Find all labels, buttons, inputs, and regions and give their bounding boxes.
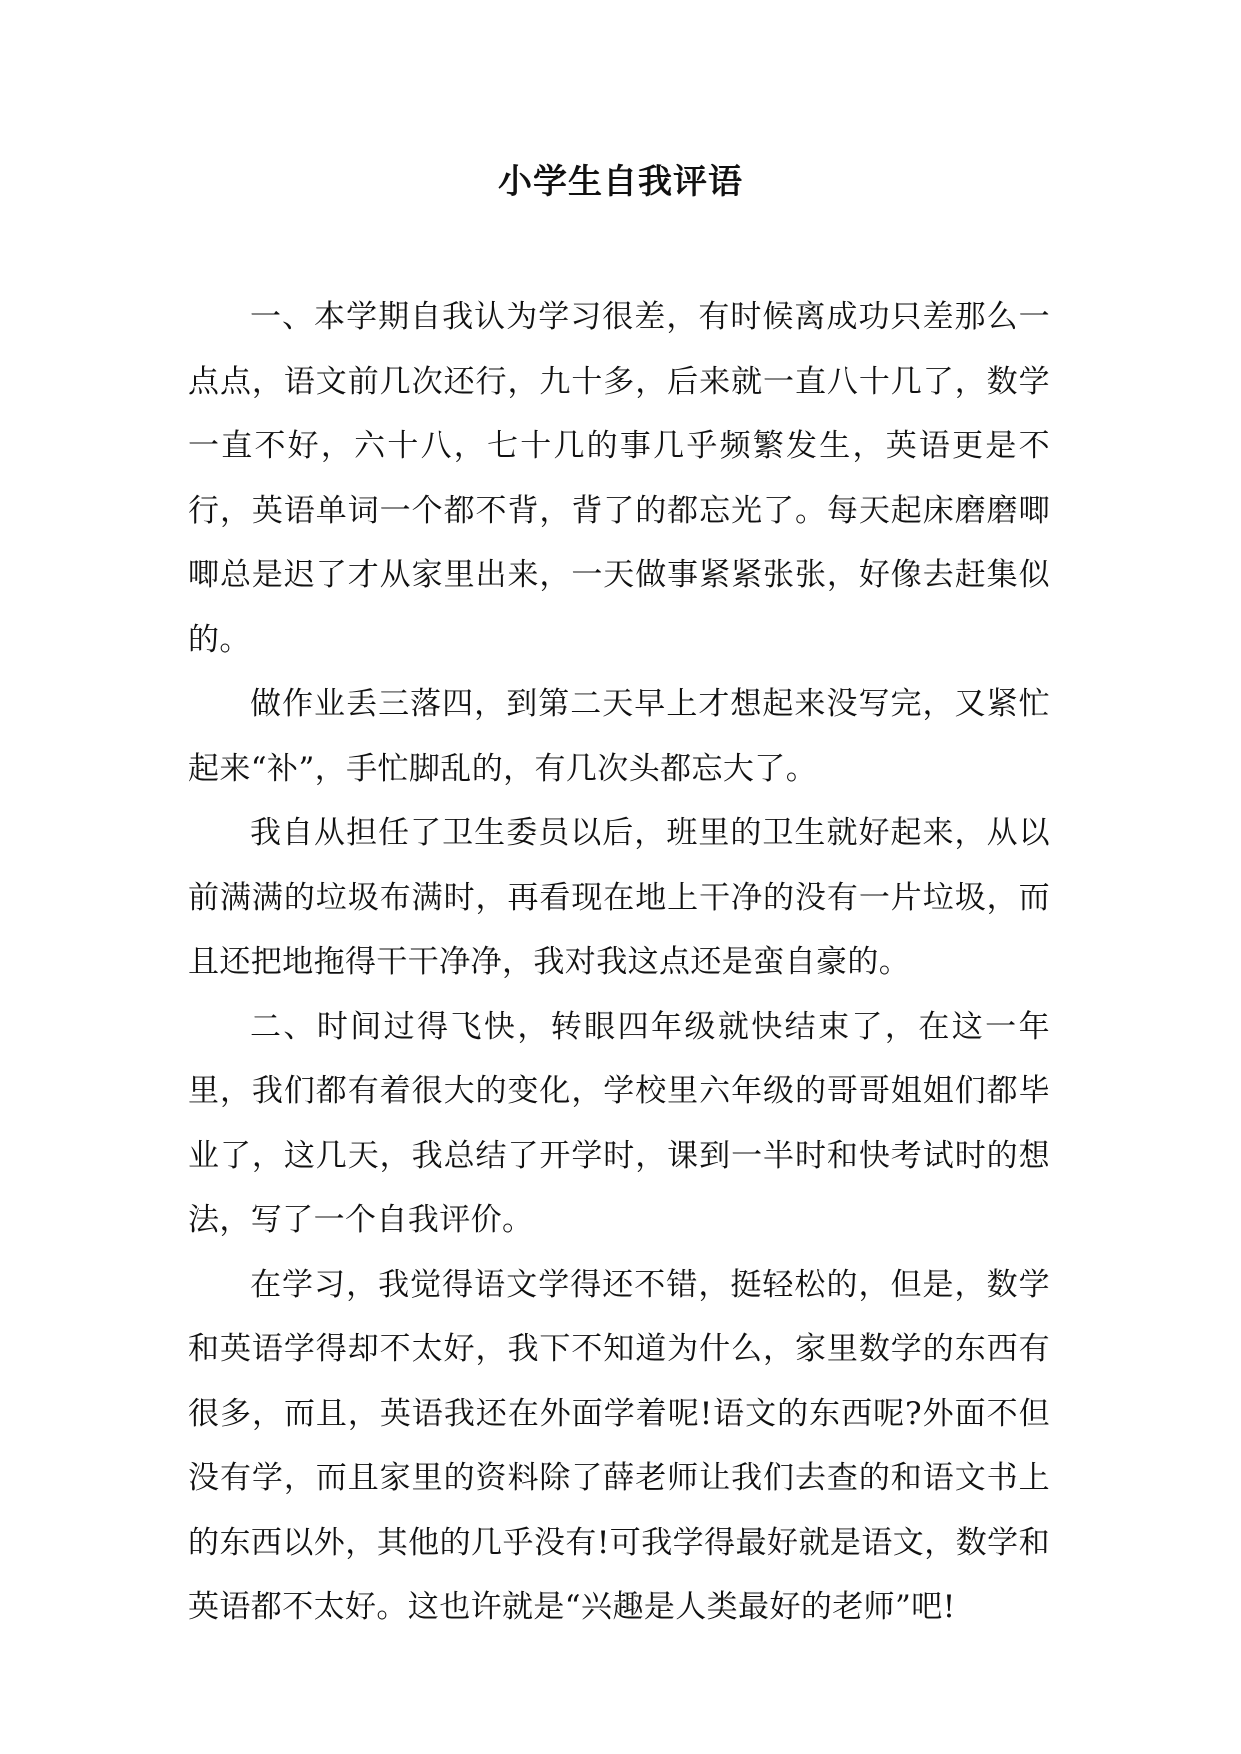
paragraph-5: 在学习，我觉得语文学得还不错，挺轻松的，但是，数学和英语学得却不太好，我下不知道为什么，家里数学的东西有很多，而且，英语我还在外面学着呢!语文的东西呢?外面不但没有学，而且家里的资料除了薛老师让我们去查的和语文书上的东西以外，其他的几乎没有!可我学得最好就是语文，数学和英语都不太好。这也许就是“兴趣是人类最好的老师”吧!: [188, 1266, 1050, 1625]
paragraph-1: 一、本学期自我认为学习很差，有时候离成功只差那么一点点，语文前几次还行，九十多，后来就一直八十几了，数学一直不好，六十八，七十几的事几乎频繁发生，英语更是不行，英语单词一个都不背，背了的都忘光了。每天起床磨磨唧唧总是迟了才从家里出来，一天做事紧紧张张，好像去赶集似的。: [188, 299, 1050, 658]
document-title: 小学生自我评语: [498, 162, 743, 202]
paragraph-2: 做作业丢三落四，到第二天早上才想起来没写完，又紧忙起来“补”，手忙脚乱的，有几次头都忘大了。: [188, 686, 1050, 787]
paragraph-4: 二、时间过得飞快，转眼四年级就快结束了，在这一年里，我们都有着很大的变化，学校里六年级的哥哥姐姐们都毕业了，这几天，我总结了开学时，课到一半时和快考试时的想法，写了一个自我评价。: [188, 1008, 1050, 1238]
document-body: [188, 285, 1050, 1640]
paragraph-3: 我自从担任了卫生委员以后，班里的卫生就好起来，从以前满满的垃圾布满时，再看现在地上干净的没有一片垃圾，而且还把地拖得干干净净，我对我这点还是蛮自豪的。: [188, 815, 1050, 980]
